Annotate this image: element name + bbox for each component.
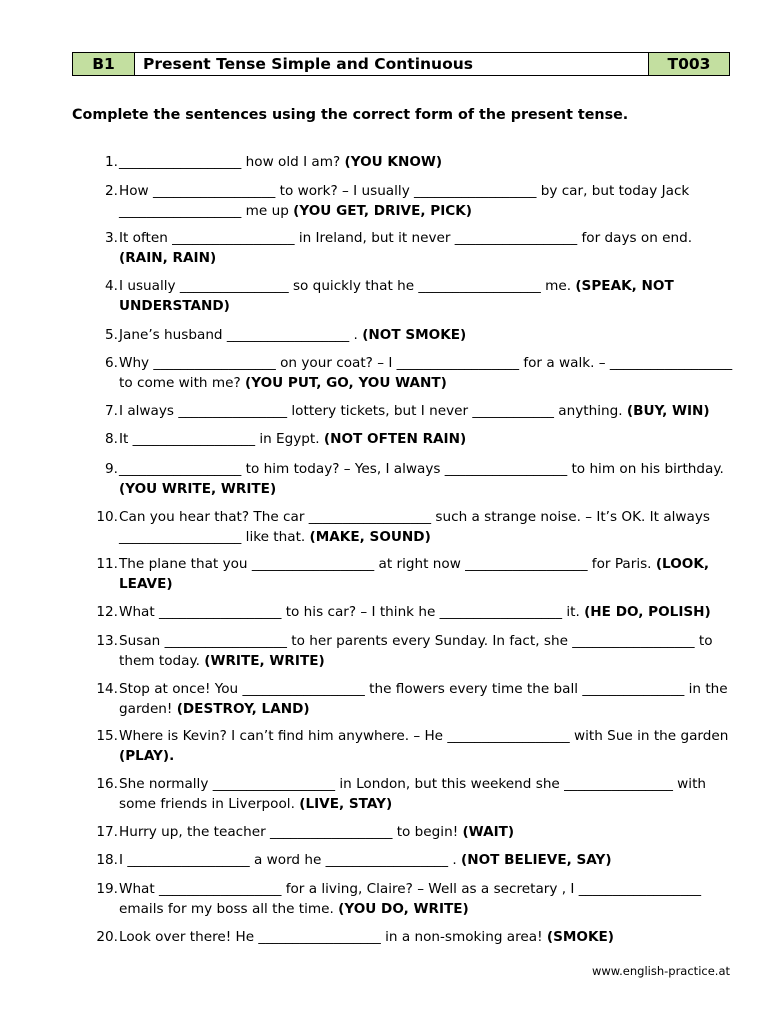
question-number: 20. — [96, 929, 118, 945]
question-hint: (DESTROY, LAND) — [176, 700, 310, 717]
question-hint: (NOT SMOKE) — [362, 327, 467, 343]
question-number: 12. — [96, 604, 118, 620]
question-number: 5. — [105, 327, 118, 343]
question-hint: (LOOK, LEAVE) — [119, 556, 710, 592]
question-item — [72, 354, 734, 393]
question-text: The plane that you __________________ at right now __________________ for Paris. — [119, 556, 656, 572]
question-item — [72, 775, 734, 814]
worksheet-code: T003 — [649, 53, 729, 75]
question-number: 10. — [96, 509, 118, 525]
question-hint: (YOU DO, WRITE) — [338, 900, 469, 917]
question-hint: (WAIT) — [462, 824, 515, 840]
question-item — [72, 851, 734, 871]
question-item — [72, 402, 734, 422]
question-number: 16. — [96, 776, 118, 792]
question-number: 8. — [105, 431, 118, 447]
question-hint: (YOU GET, DRIVE, PICK) — [293, 202, 473, 219]
question-hint: (YOU WRITE, WRITE) — [119, 480, 277, 497]
question-number: 17. — [96, 824, 118, 840]
question-text: Can you hear that? The car __________________ such a strange noise. – It’s OK. It always __________________ like that. — [119, 509, 710, 545]
question-hint: (LIVE, STAY) — [299, 795, 393, 812]
question-text: How __________________ to work? – I usually __________________ by car, but today Jack __________________ me up — [119, 183, 690, 219]
question-item — [72, 508, 734, 547]
question-item — [72, 153, 734, 173]
question-hint: (PLAY). — [119, 747, 175, 764]
question-number: 1. — [105, 154, 118, 170]
question-text: Look over there! He __________________ in a non-smoking area! — [119, 929, 547, 945]
question-hint: (RAIN, RAIN) — [119, 249, 217, 266]
question-text: I __________________ a word he __________________ . — [119, 852, 461, 868]
question-number: 6. — [105, 355, 118, 371]
question-item — [72, 555, 734, 594]
question-hint: (HE DO, POLISH) — [584, 604, 711, 620]
worksheet-title: Present Tense Simple and Continuous — [135, 53, 649, 75]
question-text: What __________________ to his car? – I think he __________________ it. — [119, 604, 585, 620]
question-hint: (BUY, WIN) — [626, 403, 710, 419]
question-number: 4. — [105, 278, 118, 294]
question-item — [72, 229, 734, 268]
question-item — [72, 680, 734, 719]
question-text: Why __________________ on your coat? – I __________________ for a walk. – __________________ to come with me? — [119, 355, 733, 391]
question-hint: (NOT BELIEVE, SAY) — [461, 852, 612, 868]
question-text: __________________ to him today? – Yes, I always __________________ to him on his birthday. — [119, 461, 724, 477]
question-text: Hurry up, the teacher __________________ to begin! — [119, 824, 463, 840]
question-text: __________________ how old I am? — [119, 154, 345, 170]
question-hint: (SMOKE) — [546, 929, 614, 945]
question-number: 11. — [96, 556, 118, 572]
question-text: Susan __________________ to her parents every Sunday. In fact, she __________________ to them today. — [119, 633, 713, 669]
question-number: 9. — [105, 461, 118, 477]
question-item — [72, 928, 734, 948]
worksheet-header — [72, 52, 730, 76]
question-item — [72, 880, 734, 919]
question-text: Jane’s husband __________________ . — [119, 327, 363, 343]
question-text: What __________________ for a living, Claire? – Well as a secretary , I __________________ emails for my boss all the time. — [119, 881, 702, 917]
question-item — [72, 460, 734, 499]
question-number: 7. — [105, 403, 118, 419]
question-hint: (YOU PUT, GO, YOU WANT) — [245, 374, 447, 391]
question-number: 15. — [96, 728, 118, 744]
question-text: It often __________________ in Ireland, but it never __________________ for days on end. — [119, 230, 693, 246]
question-item — [72, 727, 734, 766]
question-number: 14. — [96, 681, 118, 697]
question-item — [72, 603, 734, 623]
instructions: Complete the sentences using the correct form of the present tense. — [72, 107, 629, 123]
question-hint: (MAKE, SOUND) — [309, 528, 431, 545]
question-hint: (SPEAK, NOT UNDERSTAND) — [119, 278, 674, 314]
question-hint: (NOT OFTEN RAIN) — [323, 431, 467, 447]
question-item — [72, 277, 734, 316]
question-text: I always ________________ lottery tickets, but I never ____________ anything. — [119, 403, 627, 419]
question-item — [72, 326, 734, 346]
question-number: 18. — [96, 852, 118, 868]
question-text: It __________________ in Egypt. — [119, 431, 324, 447]
question-text: Where is Kevin? I can’t find him anywhere. – He __________________ with Sue in the garden — [119, 728, 729, 744]
question-number: 3. — [105, 230, 118, 246]
question-number: 2. — [105, 183, 118, 199]
footer-url: www.english-practice.at — [591, 964, 730, 978]
question-item — [72, 823, 734, 843]
question-text: She normally __________________ in London, but this weekend she ________________ with some friends in Liverpool. — [119, 776, 707, 812]
question-number: 19. — [96, 881, 118, 897]
question-hint: (WRITE, WRITE) — [204, 652, 325, 669]
question-text: Stop at once! You __________________ the flowers every time the ball _______________ in the garden! — [119, 681, 728, 717]
question-item — [72, 430, 734, 450]
question-hint: (YOU KNOW) — [344, 154, 443, 170]
question-number: 13. — [96, 633, 118, 649]
question-text: I usually ________________ so quickly that he __________________ me. — [119, 278, 576, 294]
question-item — [72, 632, 734, 671]
question-item — [72, 182, 734, 221]
level-label: B1 — [73, 53, 135, 75]
